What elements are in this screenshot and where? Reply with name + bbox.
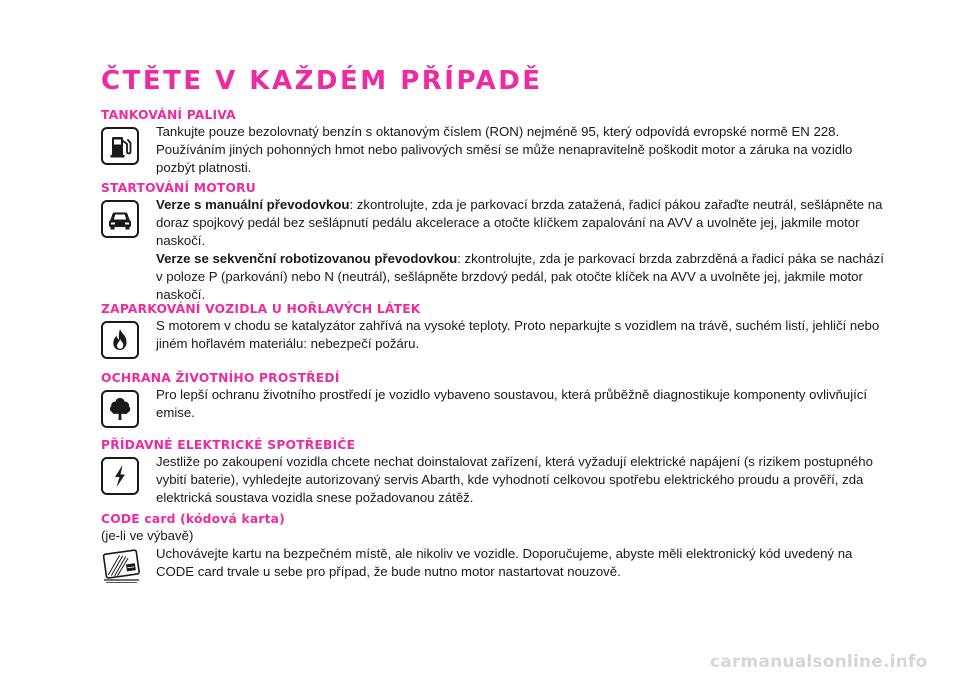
page-title: ČTĚTE V KAŽDÉM PŘÍPADĚ [101,66,543,96]
paragraph: S motorem v chodu se katalyzátor zahřívá na vysoké teploty. Proto neparkujte s vozidlem na trávě, suchém listí, jehličí nebo jiném hořlavém materiálu: nebezpečí požáru. [156,318,880,351]
section-electrical-devices [101,437,891,507]
section-title: ZAPARKOVÁNÍ VOZIDLA U HOŘLAVÝCH LÁTEK [101,302,421,316]
watermark: carmanualsonline.info [710,652,928,672]
fuel-pump-icon [101,127,139,165]
paragraph: Pro lepší ochranu životního prostředí je vozidlo vybaveno soustavou, která průběžně diagnostikuje komponenty ovlivňující emise. [156,387,868,420]
paragraph: Tankujte pouze bezolovnatý benzín s oktanovým číslem (RON) nejméně 95, který odpovídá evropské normě EN 228. Používáním jiných pohonných hmot nebo palivových směsí se může nenapravitelně poškodit motor a záruka na vozidlo pozbýt platnosti. [156,124,853,175]
section-title: PŘÍDAVNÉ ELEKTRICKÉ SPOTŘEBIČE [101,438,356,452]
paragraph: Uchovávejte kartu na bezpečném místě, ale nikoliv ve vozidle. Doporučujeme, abyste měli elektronický kód uvedený na CODE card trvale u sebe pro případ, že bude nutno motor nastartovat nouzově. [156,546,853,579]
section-body [101,196,891,304]
section-body [101,545,891,585]
fire-icon [101,321,139,359]
section-body [101,386,891,428]
section-body [101,317,891,359]
section-body [101,123,891,177]
section-text [156,123,891,177]
paragraph-bold-lead: Verze se sekvenční robotizovanou převodovkou [156,251,458,266]
section-title: TANKOVÁNÍ PALIVA [101,108,236,122]
paragraph [156,250,891,304]
car-icon [101,200,139,238]
paragraph [156,196,891,250]
section-title: OCHRANA ŽIVOTNÍHO PROSTŘEDÍ [101,371,340,385]
code-card-icon [101,545,143,585]
paragraph-bold-lead: Verze s manuální převodovkou [156,197,350,212]
paragraph: Jestliže po zakoupení vozidla chcete nechat doinstalovat zařízení, která vyžadují elektrické napájení (s rizikem postupného vybití baterie), vyhledejte autorizovaný servis Abarth, kde vyhodnotí celkovou spotřebu elektrického proudu a prověří, zda elektrická soustava vozidla snese požadovanou zátěž. [156,454,873,505]
section-text [156,386,891,422]
section-text [156,317,891,353]
section-parking [101,301,891,359]
section-title: STARTOVÁNÍ MOTORU [101,181,256,195]
paragraph-rest: : zkontrolujte, zda je parkovací brzda zabrzděná a řadicí páka se nachází v poloze P (parkování) nebo N (neutrál), sešlápněte brzdový pedál, pak otočte klíček na AVV a uvolněte jej, jakmile motor naskočí. [156,251,884,302]
section-text [156,453,891,507]
section-title: CODE card (kódová karta) [101,512,285,526]
section-starting-engine [101,180,891,304]
paragraph-rest: : zkontrolujte, zda je parkovací brzda zatažená, řadicí pákou zařaďte neutrál, sešlápněte na doraz spojkový pedál bez sešlápnutí pedálu akcelerace a otočte klíčkem zapalování na AVV a uvolněte jej, jakmile motor naskočí. [156,197,883,248]
section-refueling [101,107,891,177]
section-text [156,196,891,304]
section-environment [101,370,891,428]
section-text [156,545,891,581]
section-body [101,453,891,507]
section-code-card [101,511,891,585]
lightning-bolt-icon [101,457,139,495]
tree-icon [101,390,139,428]
availability-note: (je-li ve výbavě) [101,528,194,543]
